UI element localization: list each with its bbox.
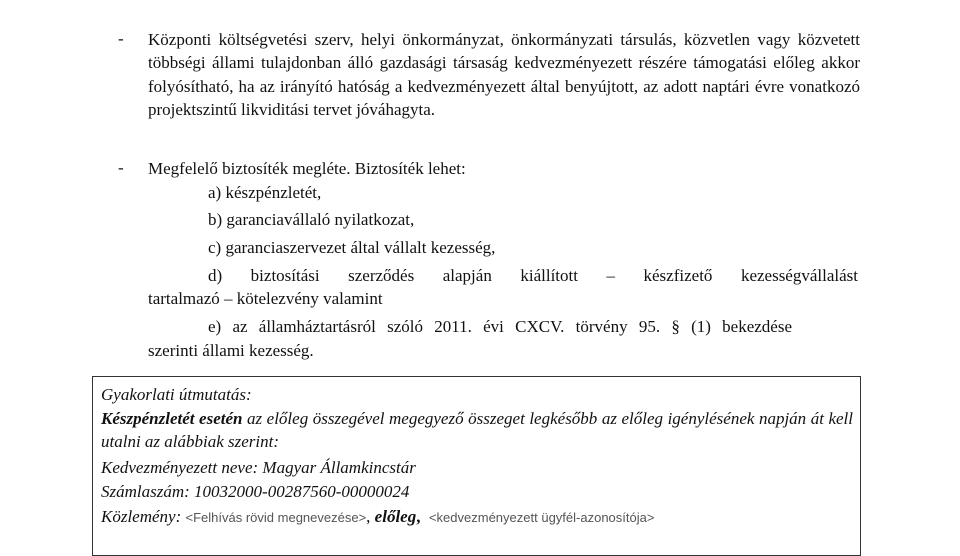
account-number: Számlaszám: 10032000-00287560-00000024 bbox=[101, 482, 410, 501]
beneficiary-name: Kedvezményezett neve: Magyar Államkincstár bbox=[101, 458, 416, 477]
guidance-title: Gyakorlati útmutatás: bbox=[101, 385, 252, 404]
reference-separator: , bbox=[416, 507, 421, 526]
sub-item-c: c) garanciaszervezet által vállalt kezesség, bbox=[208, 238, 496, 257]
bullet-dash: - bbox=[118, 29, 124, 48]
reference-placeholder-call: <Felhívás rövid megnevezése> bbox=[185, 510, 367, 525]
bullet-dash: - bbox=[118, 158, 124, 177]
sub-item-e-line1: e) az államháztartásról szóló 2011. évi CXCV. törvény 95. § (1) bekezdése bbox=[208, 317, 792, 336]
guidance-paragraph-rest: az előleg összegével megegyező összeget legkésőbb az előleg igénylésének napján át kell utalni az alábbiak szerint: bbox=[101, 409, 854, 452]
reference-advance: előleg bbox=[374, 507, 417, 526]
guidance-paragraph bbox=[101, 407, 853, 454]
list-item-2-text: Megfelelő biztosíték megléte. Biztosíték lehet: bbox=[148, 159, 466, 178]
sub-item-b: b) garanciavállaló nyilatkozat, bbox=[208, 210, 415, 229]
reference-label: Közlemény: bbox=[101, 507, 182, 526]
guidance-bold-lead: Készpénzletét esetén bbox=[101, 409, 243, 428]
reference-placeholder-client-id: <kedvezményezett ügyfél-azonosítója> bbox=[428, 510, 655, 525]
list-item-1-text: Központi költségvetési szerv, helyi önkormányzat, önkormányzati társulás, közvetlen vagy közvetett többségi állami tulajdonban álló gazdasági társaság kedvezményezett részére támogatási előleg akkor folyósítható, ha az irányító hatóság a kedvezményezett által benyújtott, az adott naptári évre vonatkozó projektszintű likviditási tervet jóváhagyta. bbox=[148, 30, 860, 120]
sub-item-d-line1: d) biztosítási szerződés alapján kiállított – készfizető kezességvállalást bbox=[208, 266, 858, 285]
sub-item-d-line2: tartalmazó – kötelezvény valamint bbox=[148, 289, 383, 308]
sub-item-a: a) készpénzletét, bbox=[208, 183, 322, 202]
reference-separator: , bbox=[366, 507, 371, 526]
reference-line bbox=[101, 505, 853, 529]
sub-item-e-line2: szerinti állami kezesség. bbox=[148, 341, 314, 360]
